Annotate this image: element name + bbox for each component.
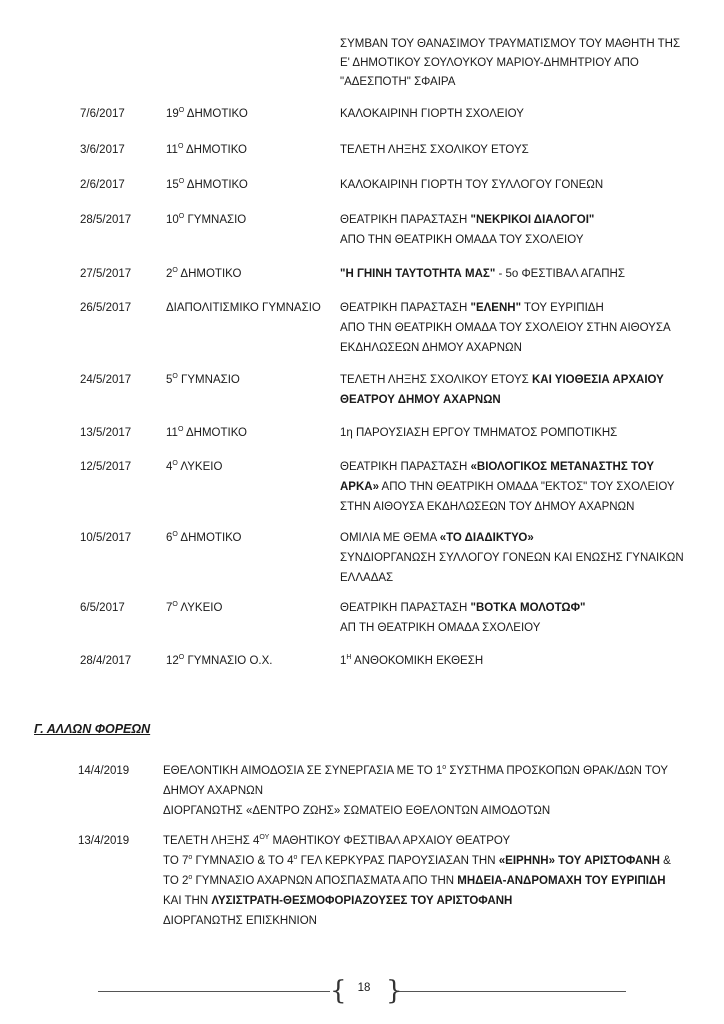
event-date: 7/6/2017: [80, 108, 125, 120]
event-description: ΤΕΛΕΤΗ ΛΗΞΗΣ $4^{O\Upsilon}$ ΜΑΘΗΤΙΚΟΥ ΦΕΣΤΙΒΑΛ ΑΡΧΑΙΟΥ ΘΕΑΤΡΟΥ ΤΟ $7^o$ ΓΥΜΝΑΣΙΟ & ΤΟ $4^o$ ΓΕΛ ΚΕΡΚΥΡΑΣ ΠΑΡΟΥΣΙΑΣΑΝ ΤΗΝ «ΕΙΡΗΝΗ» ΤΟΥ ΑΡΙΣΤΟΦΑΝΗ & ΤΟ $2^o$ ΓΥΜΝΑΣΙΟ ΑΧΑΡΝΩΝ ΑΠΟΣΠΑΣΜΑΤΑ ΑΠΟ ΤΗΝ ΜΗΔΕΙΑ-ΑΝΔΡΟΜΑΧΗ ΤΟΥ ΕΥΡΙΠΙΔΗ ΚΑΙ ΤΗΝ ΛΥΣΙΣΤΡΑΤΗ-ΘΕΣΜΟΦΟΡΙΑΖΟΥΣΕΣ ΤΟΥ ΑΡΙΣΤΟΦΑΝΗ ΔΙΟΡΓΑΝΩΤΗΣ ΕΠΙΣΚΗΝΙΟΝ: [163, 834, 671, 927]
section-title: Γ. ΑΛΛΩΝ ΦΟΡΕΩΝ: [34, 722, 151, 736]
event-description: 1η ΠΑΡΟΥΣΙΑΣΗ ΕΡΓΟΥ ΤΜΗΜΑΤΟΣ ΡΟΜΠΟΤΙΚΗΣ: [340, 427, 618, 439]
event-date: 14/4/2019: [78, 765, 130, 777]
event-description: ΘΕΑΤΡΙΚΗ ΠΑΡΑΣΤΑΣΗ «ΒΙΟΛΟΓΙΚΟΣ ΜΕΤΑΝΑΣΤΗΣ ΤΟΥ ΑΡΚΑ» ΑΠΟ ΤΗΝ ΘΕΑΤΡΙΚΗ ΟΜΑΔΑ "ΕΚΤΟΣ" ΤΟΥ ΣΧΟΛΕΙΟΥ ΣΤΗΝ ΑΙΘΟΥΣΑ ΕΚΔΗΛΩΣΕΩΝ ΤΟΥ ΔΗΜΟΥ ΑΧΑΡΝΩΝ: [340, 461, 675, 513]
event-description: ΘΕΑΤΡΙΚΗ ΠΑΡΑΣΤΑΣΗ "ΒΟΤΚΑ ΜΟΛΟΤΩΦ" ΑΠ ΤΗ ΘΕΑΤΡΙΚΗ ΟΜΑΔΑ ΣΧΟΛΕΙΟΥ: [340, 602, 586, 634]
event-school: $19^O$ ΔΗΜΟΤΙΚΟ: [166, 107, 248, 120]
desc-line: Ε' ΔΗΜΟΤΙΚΟΥ ΣΟΥΛΟΥΚΟΥ ΜΑΡΙΟΥ-ΔΗΜΗΤΡΙΟΥ ΑΠΟ: [340, 57, 639, 69]
event-description: "Η ΓΗΙΝΗ ΤΑΥΤΟΤΗΤΑ ΜΑΣ" - 5ο ΦΕΣΤΙΒΑΛ ΑΓΑΠΗΣ: [340, 268, 625, 280]
event-date: 24/5/2017: [80, 374, 132, 386]
event-date: 10/5/2017: [80, 532, 132, 544]
event-date: 28/5/2017: [80, 214, 132, 226]
desc-line: ΣΥΜΒΑΝ ΤΟΥ ΘΑΝΑΣΙΜΟΥ ΤΡΑΥΜΑΤΙΣΜΟΥ ΤΟΥ ΜΑΘΗΤΗ ΤΗΣ: [340, 38, 681, 50]
event-description: ΤΕΛΕΤΗ ΛΗΞΗΣ ΣΧΟΛΙΚΟΥ ΕΤΟΥΣ: [340, 144, 529, 156]
page-number: 18: [357, 982, 371, 994]
event-date: 27/5/2017: [80, 268, 132, 280]
event-school: $5^O$ ΓΥΜΝΑΣΙΟ: [166, 373, 240, 386]
event-school: $15^O$ ΔΗΜΟΤΙΚΟ: [166, 178, 248, 191]
event-date: 2/6/2017: [80, 179, 125, 191]
event-description: ΚΑΛΟΚΑΙΡΙΝΗ ΓΙΟΡΤΗ ΣΧΟΛΕΙΟΥ: [340, 108, 524, 120]
event-school: $11^O$ ΔΗΜΟΤΙΚΟ: [166, 426, 247, 439]
event-date: 28/4/2017: [80, 655, 132, 667]
event-description: ΤΕΛΕΤΗ ΛΗΞΗΣ ΣΧΟΛΙΚΟΥ ΕΤΟΥΣ ΚΑΙ ΥΙΟΘΕΣΙΑ ΑΡΧΑΙΟΥ ΘΕΑΤΡΟΥ ΔΗΜΟΥ ΑΧΑΡΝΩΝ: [340, 374, 664, 406]
event-description: ΟΜΙΛΙΑ ΜΕ ΘΕΜΑ «ΤΟ ΔΙΑΔΙΚΤΥΟ» ΣΥΝΔΙΟΡΓΑΝΩΣΗ ΣΥΛΛΟΓΟΥ ΓΟΝΕΩΝ ΚΑΙ ΕΝΩΣΗΣ ΓΥΝΑΙΚΩΝ ΕΛΛΑΔΑΣ: [340, 532, 684, 584]
footer-rule-right: [398, 991, 626, 992]
event-school: $4^O$ ΛΥΚΕΙΟ: [166, 460, 223, 473]
footer-rule-left: [98, 991, 330, 992]
event-school: $2^O$ ΔΗΜΟΤΙΚΟ: [166, 267, 242, 280]
event-school: $12^O$ ΓΥΜΝΑΣΙΟ Ο.Χ.: [166, 654, 273, 667]
event-date: 13/4/2019: [78, 835, 130, 847]
event-date: 26/5/2017: [80, 302, 132, 314]
event-school: $6^O$ ΔΗΜΟΤΙΚΟ: [166, 531, 242, 544]
event-school: ΔΙΑΠΟΛΙΤΙΣΜΙΚΟ ΓΥΜΝΑΣΙΟ: [166, 302, 321, 314]
event-date: 3/6/2017: [80, 144, 125, 156]
desc-line: "ΑΔΕΣΠΟΤΗ" ΣΦΑΙΡΑ: [340, 76, 456, 88]
event-date: 6/5/2017: [80, 602, 125, 614]
footer-brace-right: }: [386, 976, 403, 1006]
footer-brace-left: {: [330, 976, 347, 1006]
event-description: ΘΕΑΤΡΙΚΗ ΠΑΡΑΣΤΑΣΗ "ΕΛΕΝΗ" ΤΟΥ ΕΥΡΙΠΙΔΗ ΑΠΟ ΤΗΝ ΘΕΑΤΡΙΚΗ ΟΜΑΔΑ ΤΟΥ ΣΧΟΛΕΙΟΥ ΣΤΗΝ ΑΙΘΟΥΣΑ ΕΚΔΗΛΩΣΕΩΝ ΔΗΜΟΥ ΑΧΑΡΝΩΝ: [340, 302, 671, 354]
event-date: 13/5/2017: [80, 427, 132, 439]
event-description: ΘΕΑΤΡΙΚΗ ΠΑΡΑΣΤΑΣΗ "ΝΕΚΡΙΚΟΙ ΔΙΑΛΟΓΟΙ" ΑΠΟ ΤΗΝ ΘΕΑΤΡΙΚΗ ΟΜΑΔΑ ΤΟΥ ΣΧΟΛΕΙΟΥ: [340, 214, 595, 246]
event-school: $11^O$ ΔΗΜΟΤΙΚΟ: [166, 143, 247, 156]
event-description: $1^H$ ΑΝΘΟΚΟΜΙΚΗ ΕΚΘΕΣΗ: [340, 654, 484, 667]
event-description: ΚΑΛΟΚΑΙΡΙΝΗ ΓΙΟΡΤΗ ΤΟΥ ΣΥΛΛΟΓΟΥ ΓΟΝΕΩΝ: [340, 179, 604, 191]
event-date: 12/5/2017: [80, 461, 132, 473]
event-school: $10^O$ ΓΥΜΝΑΣΙΟ: [166, 213, 247, 226]
event-school: $7^O$ ΛΥΚΕΙΟ: [166, 601, 223, 614]
event-description: ΕΘΕΛΟΝΤΙΚΗ ΑΙΜΟΔΟΣΙΑ ΣΕ ΣΥΝΕΡΓΑΣΙΑ ΜΕ ΤΟ $1^o$ ΣΥΣΤΗΜΑ ΠΡΟΣΚΟΠΩΝ ΘΡΑΚ/ΔΩΝ ΤΟΥ ΔΗΜΟΥ ΑΧΑΡΝΩΝ ΔΙΟΡΓΑΝΩΤΗΣ «ΔΕΝΤΡΟ ΖΩΗΣ» ΣΩΜΑΤΕΙΟ ΕΘΕΛΟΝΤΩΝ ΑΙΜΟΔΟΤΩΝ: [163, 764, 669, 817]
